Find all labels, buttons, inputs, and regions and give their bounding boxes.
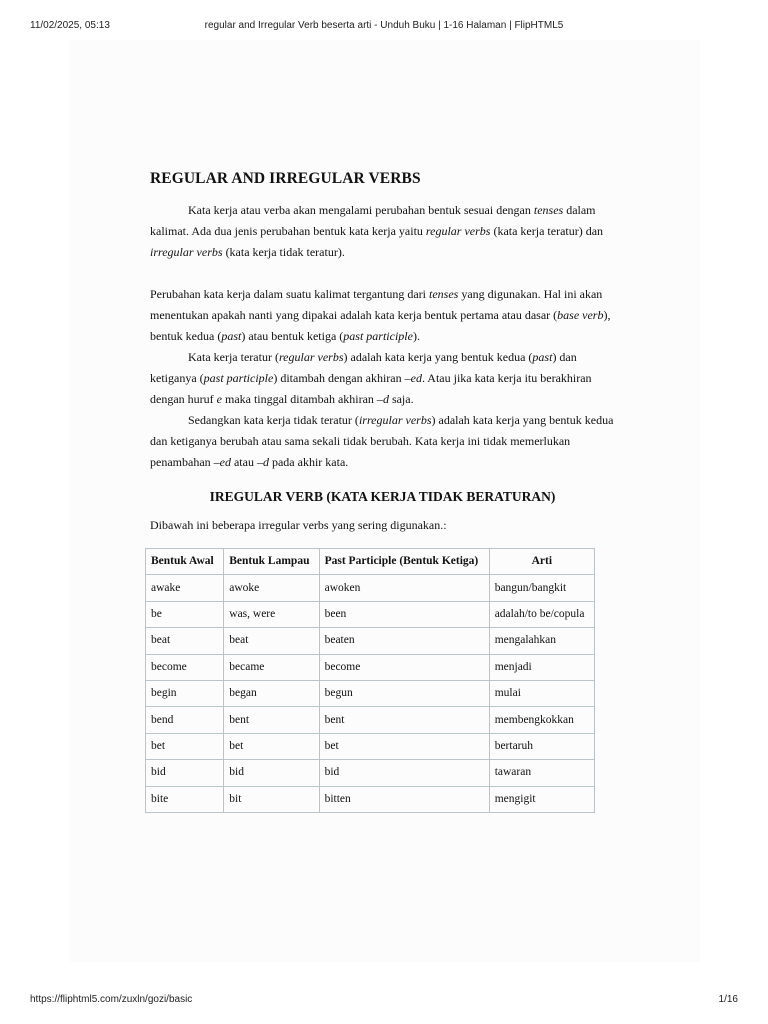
table-row xyxy=(146,680,595,706)
text-run: yang digunakan. Hal ini akan menentukan apakah nanti yang dipakai adalah kata kerja bentuk pertama atau dasar ( xyxy=(150,287,603,322)
header-past-participle: Past Participle (Bentuk Ketiga) xyxy=(319,549,489,575)
table-row xyxy=(146,654,595,680)
cell-arti: membengkokkan xyxy=(489,707,594,733)
cell-arti: mengalahkan xyxy=(489,628,594,654)
cell-arti: bertaruh xyxy=(489,733,594,759)
paragraph-2 xyxy=(150,284,615,347)
text-run: dalam kalimat. Ada dua jenis perubahan bentuk kata kerja yaitu xyxy=(150,203,596,238)
italic-term: ed xyxy=(219,455,231,469)
header-bentuk-awal: Bentuk Awal xyxy=(146,549,224,575)
irregular-verbs-table xyxy=(145,548,595,813)
cell-arti: menjadi xyxy=(489,654,594,680)
text-run: maka tinggal ditambah akhiran – xyxy=(221,392,383,406)
cell-bentuk-lampau: bent xyxy=(224,707,319,733)
italic-term: d xyxy=(382,392,389,406)
text-run: ), bentuk kedua ( xyxy=(150,308,611,343)
text-run: ) atau bentuk ketiga ( xyxy=(241,329,344,343)
section-title: IREGULAR VERB (KATA KERJA TIDAK BERATURAN) xyxy=(209,489,556,504)
cell-arti: bangun/bangkit xyxy=(489,575,594,601)
text-run: ) dan ketiganya ( xyxy=(150,350,577,385)
header-bentuk-lampau: Bentuk Lampau xyxy=(224,549,319,575)
italic-term: irregular verbs xyxy=(358,413,432,427)
cell-bentuk-awal: begin xyxy=(146,680,224,706)
text-run: (kata kerja tidak teratur). xyxy=(222,245,345,259)
text-run: Sedangkan kata kerja tidak teratur ( xyxy=(188,413,359,427)
table-header-row xyxy=(146,549,595,575)
cell-past-participle: bitten xyxy=(319,786,489,812)
cell-bentuk-awal: bid xyxy=(146,760,224,786)
print-url: https://fliphtml5.com/zuxln/gozi/basic xyxy=(30,994,193,1005)
table-row xyxy=(146,601,595,627)
cell-bentuk-awal: bet xyxy=(146,733,224,759)
cell-bentuk-awal: beat xyxy=(146,628,224,654)
cell-arti: mengigit xyxy=(489,786,594,812)
table-row xyxy=(146,786,595,812)
table-row xyxy=(146,628,595,654)
cell-bentuk-lampau: awoke xyxy=(224,575,319,601)
document-page xyxy=(70,40,700,962)
cell-bentuk-awal: become xyxy=(146,654,224,680)
cell-past-participle: awoken xyxy=(319,575,489,601)
italic-term: tenses xyxy=(533,203,564,217)
cell-bentuk-lampau: bid xyxy=(224,760,319,786)
italic-term: past participle xyxy=(343,329,413,343)
document-title: REGULAR AND IRREGULAR VERBS xyxy=(150,170,421,187)
text-run: Kata kerja teratur ( xyxy=(188,350,279,364)
cell-arti: adalah/to be/copula xyxy=(489,601,594,627)
text-run: saja. xyxy=(388,392,414,406)
cell-bentuk-awal: bite xyxy=(146,786,224,812)
cell-past-participle: bid xyxy=(319,760,489,786)
cell-bentuk-lampau: bet xyxy=(224,733,319,759)
italic-term: past participle xyxy=(203,371,274,385)
italic-term: regular verbs xyxy=(425,224,491,238)
cell-arti: mulai xyxy=(489,680,594,706)
document-content xyxy=(150,168,615,813)
paragraph-3 xyxy=(150,347,615,410)
cell-bentuk-awal: bend xyxy=(146,707,224,733)
cell-bentuk-lampau: became xyxy=(224,654,319,680)
print-footer xyxy=(0,990,768,1006)
cell-bentuk-lampau: beat xyxy=(224,628,319,654)
table-row xyxy=(146,707,595,733)
cell-past-participle: bent xyxy=(319,707,489,733)
table-row xyxy=(146,575,595,601)
text-run: atau – xyxy=(230,455,263,469)
cell-bentuk-lampau: began xyxy=(224,680,319,706)
paragraph-1 xyxy=(150,200,615,263)
italic-term: ed xyxy=(410,371,422,385)
text-run: ) ditambah dengan akhiran – xyxy=(273,371,411,385)
cell-arti: tawaran xyxy=(489,760,594,786)
paragraph-4 xyxy=(150,410,615,473)
italic-term: regular verbs xyxy=(278,350,344,364)
cell-past-participle: begun xyxy=(319,680,489,706)
cell-past-participle: become xyxy=(319,654,489,680)
italic-term: past xyxy=(532,350,553,364)
cell-bentuk-lampau: bit xyxy=(224,786,319,812)
text-run: ) adalah kata kerja yang bentuk kedua ( xyxy=(343,350,533,364)
text-run: (kata kerja teratur) dan xyxy=(490,224,604,238)
text-run: Kata kerja atau verba akan mengalami perubahan bentuk sesuai dengan xyxy=(188,203,534,217)
table-row xyxy=(146,733,595,759)
text-run: ). xyxy=(412,329,420,343)
text-run: . Atau jika kata kerja itu berakhiran dengan huruf xyxy=(150,371,592,406)
print-datetime: 11/02/2025, 05:13 xyxy=(30,20,110,31)
italic-term: d xyxy=(262,455,269,469)
print-page-counter: 1/16 xyxy=(718,994,738,1005)
cell-bentuk-awal: be xyxy=(146,601,224,627)
text-run: ) adalah kata kerja yang bentuk kedua dan ketiganya berubah atau sama sekali tidak berubah. Kata kerja ini tidak memerlukan penambahan – xyxy=(150,413,614,469)
italic-term: past xyxy=(221,329,242,343)
print-page-title: regular and Irregular Verb beserta arti - Unduh Buku | 1-16 Halaman | FlipHTML5 xyxy=(204,20,564,31)
italic-term: irregular verbs xyxy=(150,245,223,259)
print-header xyxy=(0,16,768,32)
table-intro: Dibawah ini beberapa irregular verbs yang sering digunakan.: xyxy=(150,518,447,532)
cell-bentuk-awal: awake xyxy=(146,575,224,601)
table-row xyxy=(146,760,595,786)
cell-bentuk-lampau: was, were xyxy=(224,601,319,627)
italic-term: e xyxy=(216,392,222,406)
cell-past-participle: beaten xyxy=(319,628,489,654)
paragraph-gap xyxy=(150,263,615,284)
text-run: pada akhir kata. xyxy=(268,455,349,469)
cell-past-participle: bet xyxy=(319,733,489,759)
cell-past-participle: been xyxy=(319,601,489,627)
italic-term: tenses xyxy=(429,287,459,301)
text-run: Perubahan kata kerja dalam suatu kalimat tergantung dari xyxy=(150,287,430,301)
header-arti: Arti xyxy=(489,549,594,575)
italic-term: base verb xyxy=(557,308,604,322)
table-body xyxy=(146,575,595,813)
